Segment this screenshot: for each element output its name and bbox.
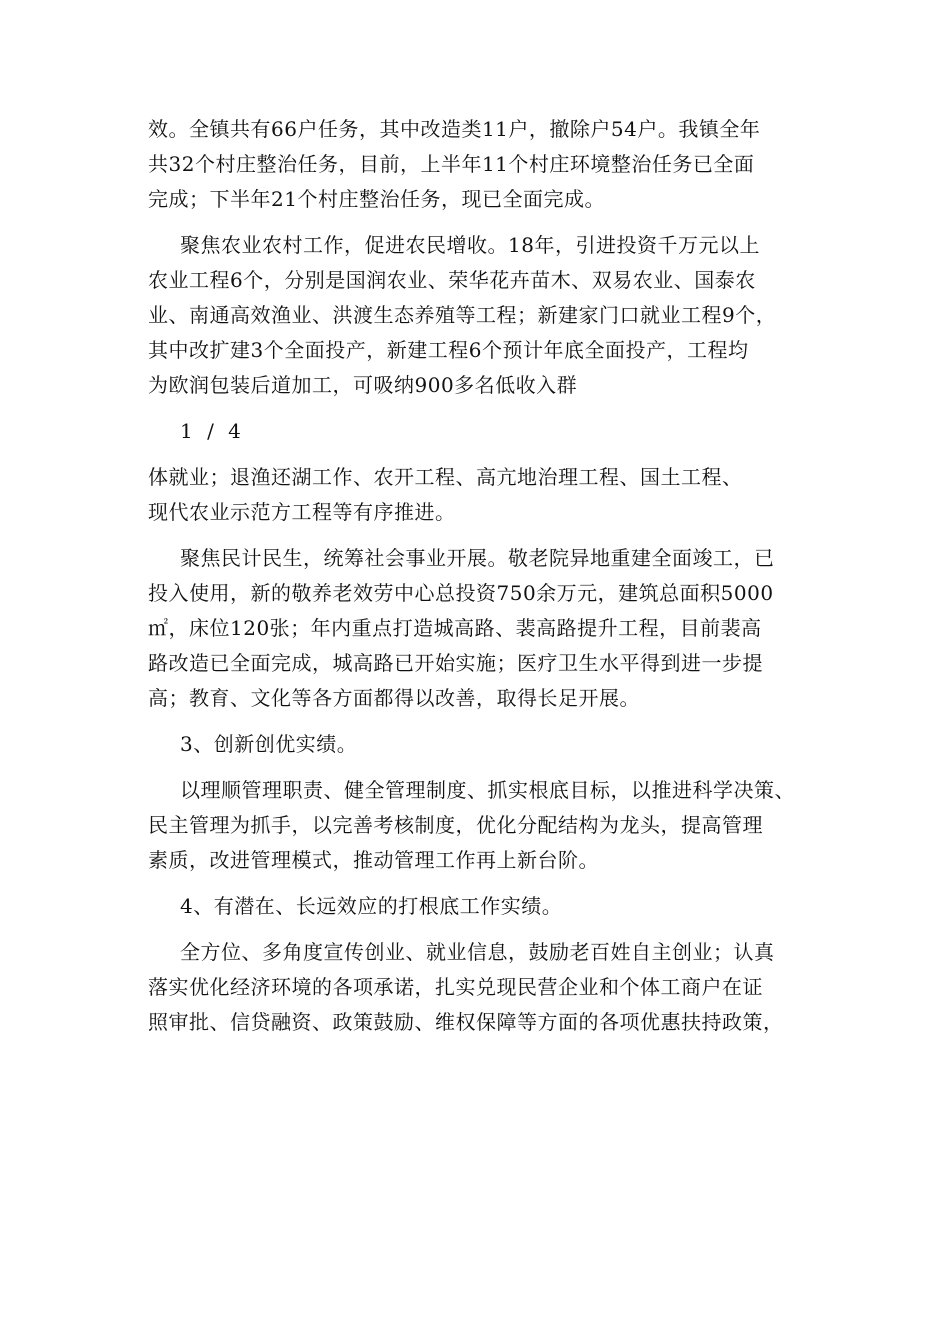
paragraph-livelihood <box>148 541 808 716</box>
text-line: 照审批、信贷融资、政策鼓励、维权保障等方面的各项优惠扶持政策， <box>148 1010 784 1034</box>
heading-foundation-work: 4、有潜在、长远效应的打根底工作实绩。 <box>180 894 563 918</box>
text-line: 现代农业示范方工程等有序推进。 <box>148 500 456 524</box>
document-body <box>148 112 808 1051</box>
text-line: 高；教育、文化等各方面都得以改善，取得长足开展。 <box>148 686 640 710</box>
text-line: ㎡，床位120张；年内重点打造城高路、裴高路提升工程，目前裴高 <box>148 616 762 640</box>
text-line: 素质，改进管理模式，推动管理工作再上新台阶。 <box>148 848 599 872</box>
text-line: 民主管理为抓手，以完善考核制度，优化分配结构为龙头，提高管理 <box>148 813 763 837</box>
text-line: 聚焦农业农村工作，促进农民增收。18年，引进投资千万元以上 <box>180 233 760 257</box>
text-line: 路改造已全面完成，城高路已开始实施；医疗卫生水平得到进一步提 <box>148 651 763 675</box>
text-line: 体就业；退渔还湖工作、农开工程、高亢地治理工程、国土工程、 <box>148 465 743 489</box>
text-line: 效。全镇共有66户任务，其中改造类11户，撤除户54户。我镇全年 <box>148 117 761 141</box>
paragraph-employment-projects <box>148 460 808 530</box>
paragraph-housing-village-tasks <box>148 112 808 217</box>
text-line: 农业工程6个，分别是国润农业、荣华花卉苗木、双易农业、国泰农 <box>148 268 756 292</box>
paragraph-entrepreneurship <box>148 935 808 1040</box>
text-line: 聚焦民计民生，统筹社会事业开展。敬老院异地重建全面竣工，已 <box>180 546 775 570</box>
heading-innovation: 3、创新创优实绩。 <box>180 732 358 756</box>
paragraph-management <box>148 773 808 878</box>
paragraph-agriculture <box>148 228 808 403</box>
text-line: 为欧润包装后道加工，可吸纳900多名低收入群 <box>148 373 578 397</box>
text-line: 业、南通高效渔业、洪渡生态养殖等工程；新建家门口就业工程9个， <box>148 303 777 327</box>
text-line: 以理顺管理职责、健全管理制度、抓实根底目标，以推进科学决策、 <box>180 778 795 802</box>
text-line: 投入使用，新的敬养老效劳中心总投资750余万元，建筑总面积5000 <box>148 581 774 605</box>
text-line: 完成；下半年21个村庄整治任务，现已全面完成。 <box>148 187 605 211</box>
text-line: 全方位、多角度宣传创业、就业信息，鼓励老百姓自主创业；认真 <box>180 940 775 964</box>
page-number: 1 / 4 <box>180 419 245 443</box>
text-line: 其中改扩建3个全面投产，新建工程6个预计年底全面投产，工程均 <box>148 338 749 362</box>
text-line: 落实优化经济环境的各项承诺，扎实兑现民营企业和个体工商户在证 <box>148 975 763 999</box>
text-line: 共32个村庄整治任务，目前，上半年11个村庄环境整治任务已全面 <box>148 152 755 176</box>
